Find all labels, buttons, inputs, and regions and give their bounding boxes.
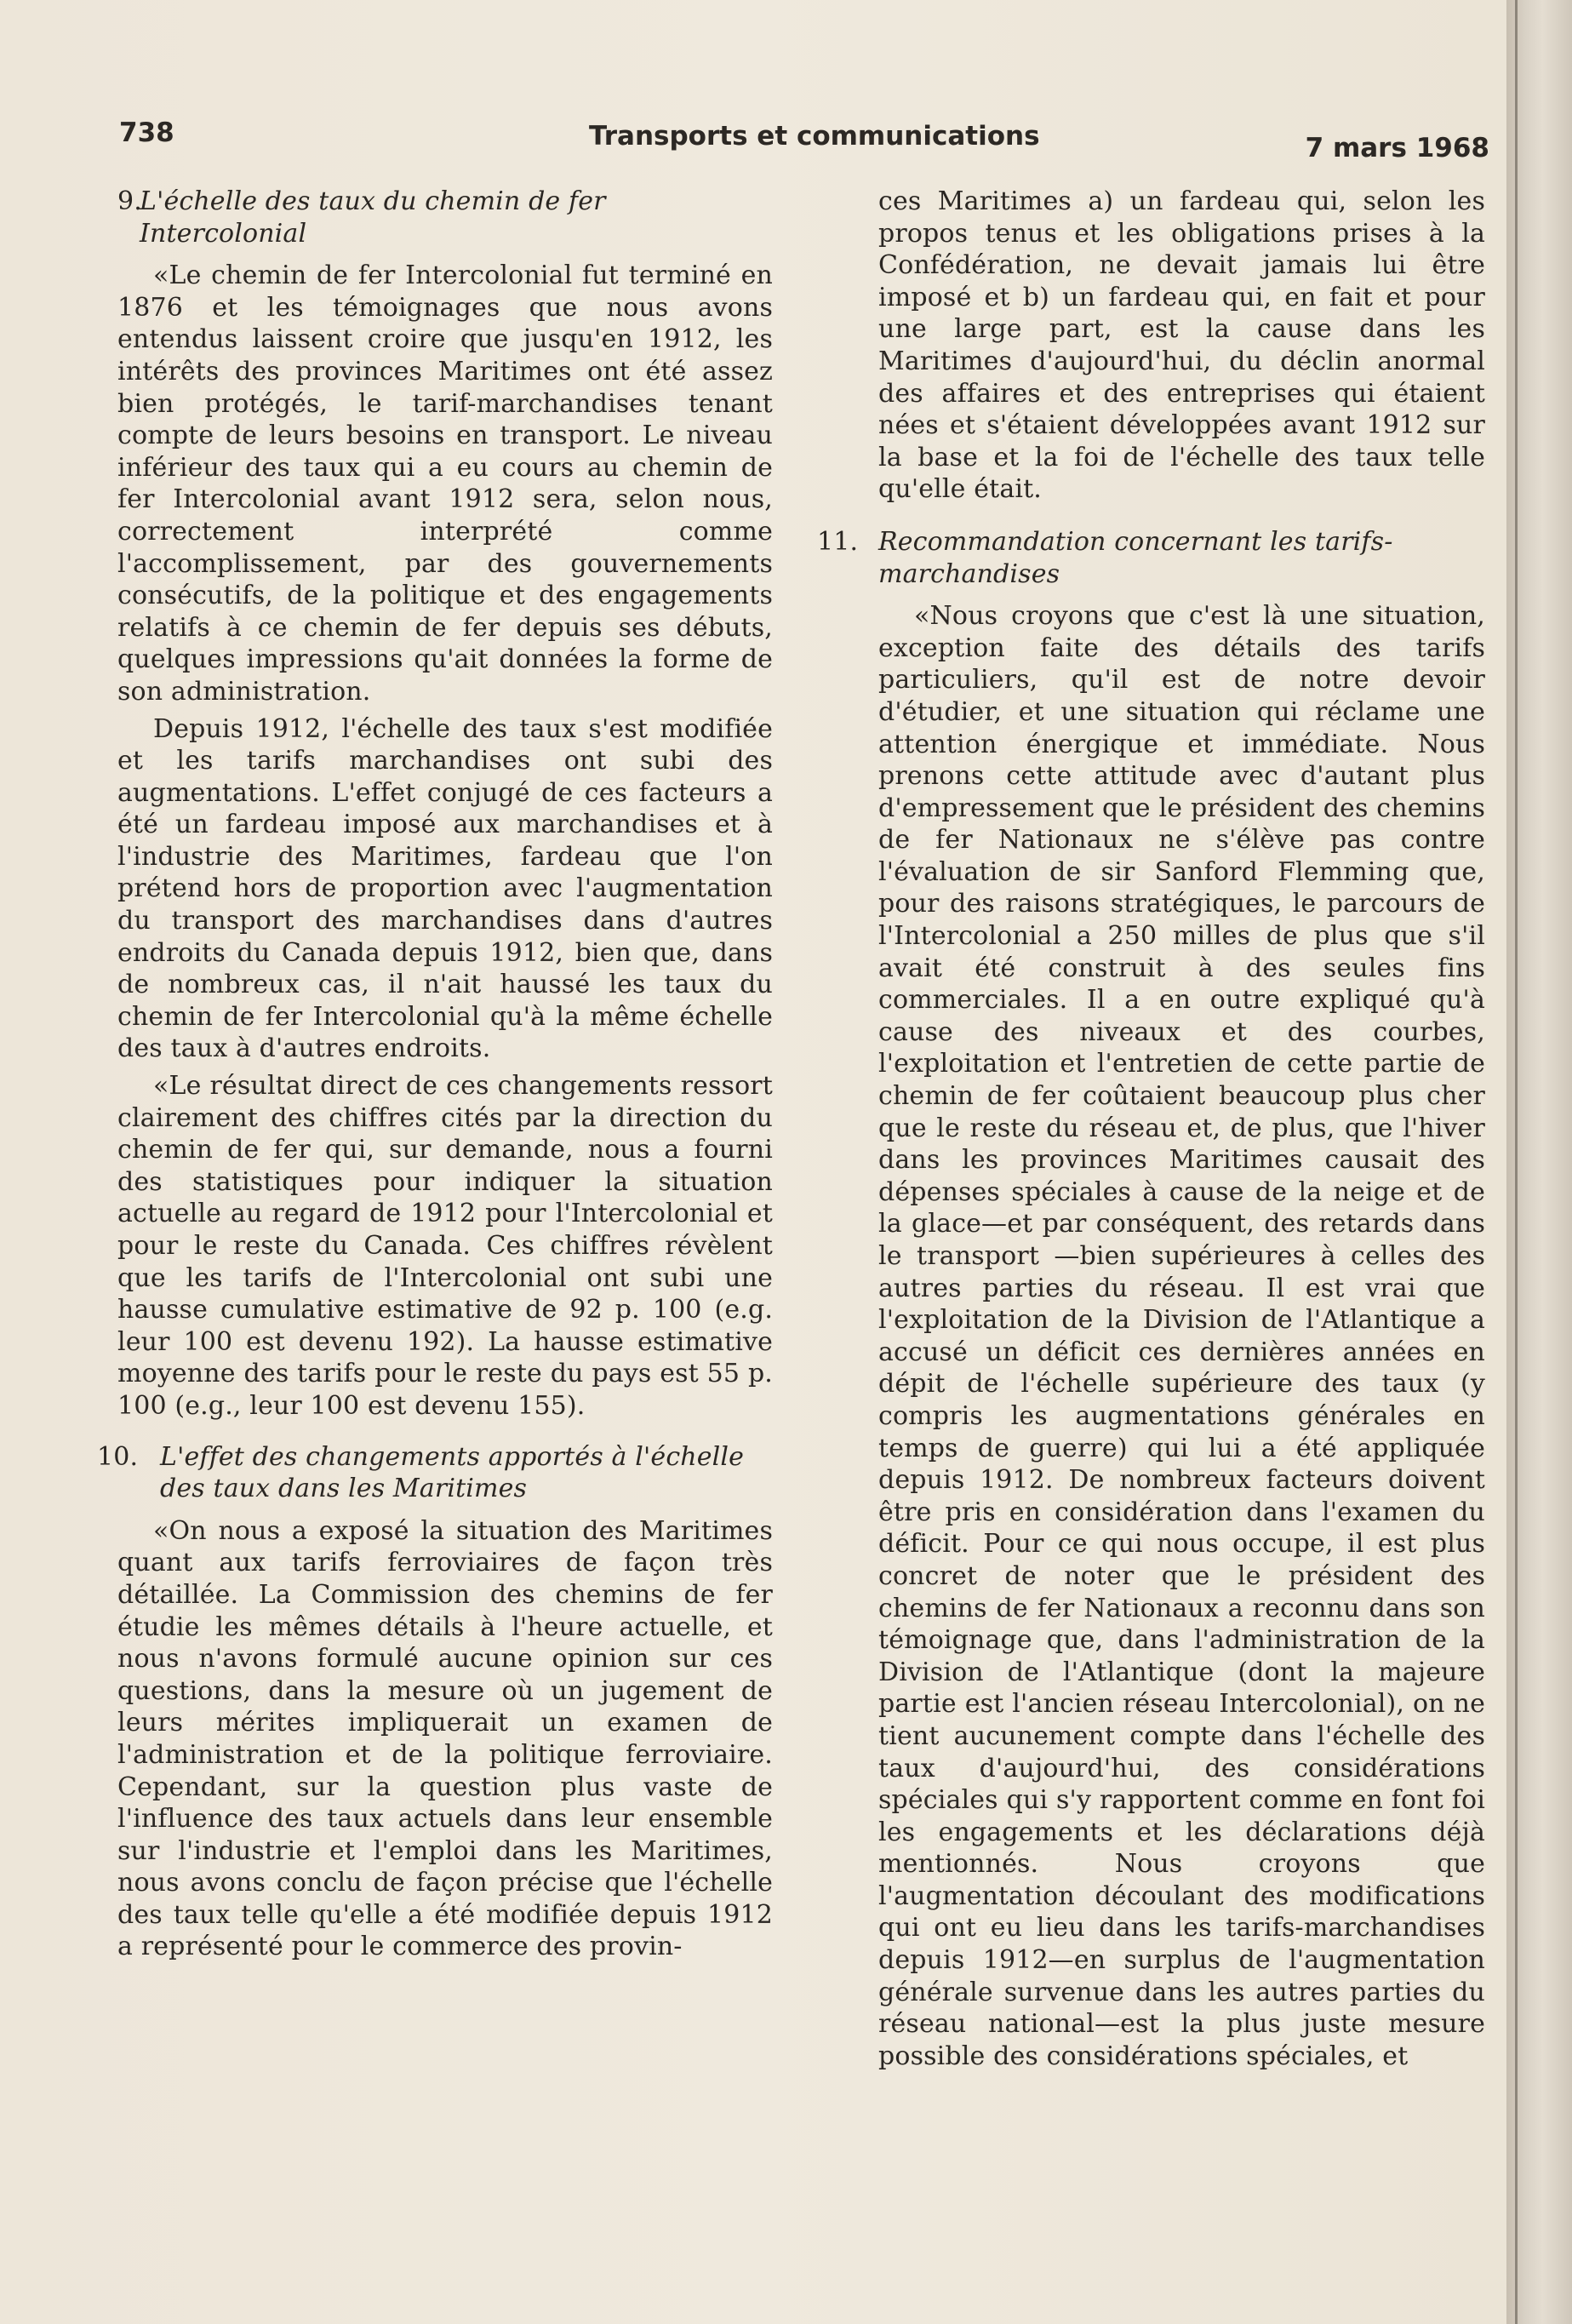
paragraph: «Le chemin de fer Intercolonial fut terminé en 1876 et les témoignages que nous avons entendus laissent croire que jusqu'en 1912, les intérêts des provinces Maritimes ont été assez bien protégés, le tarif-marchandises tenant compte de leurs besoins en transport. Le niveau inférieur des taux qui a eu cours au chemin de fer Intercolonial avant 1912 sera, selon nous, correctement interprété comme l'accomplissement, par des gouvernements consécutifs, de la politique et des engagements relatifs à ce chemin de fer depuis ses débuts, quelques impressions qu'ait données la forme de son administration. (117, 260, 773, 707)
section-number: 11. (817, 526, 859, 557)
section-number: 9. (117, 186, 142, 216)
section-heading-10 (97, 1441, 773, 1505)
section-heading-11 (817, 526, 1485, 590)
page-header (119, 111, 1489, 162)
section-title: Recommandation concernant les tarifs-marchandises (878, 526, 1393, 589)
paragraph: Depuis 1912, l'échelle des taux s'est modifiée et les tarifs marchandises ont subi des augmentations. L'effet conjugé de ces facteurs a été un fardeau imposé aux marchandises et à l'industrie des Maritimes, fardeau que l'on prétend hors de proportion avec l'augmentation du transport des marchandises dans d'autres endroits du Canada depuis 1912, bien que, dans de nombreux cas, il n'ait haussé les taux du chemin de fer Intercolonial qu'à la même échelle des taux à d'autres endroits. (117, 713, 773, 1064)
paragraph-continuation: ces Maritimes a) un fardeau qui, selon les propos tenus et les obligations prises à la Confédération, ne devait jamais lui être imposé et b) un fardeau qui, en fait et pour une large part, est la cause dans les Maritimes d'aujourd'hui, du déclin anormal des affaires et des entreprises qui étaient nées et s'étaient développées avant 1912 sur la base et la foi de l'échelle des taux telle qu'elle était. (878, 186, 1485, 505)
section-heading-9 (117, 186, 773, 249)
paragraph: «Le résultat direct de ces changements ressort clairement des chiffres cités par la direction du chemin de fer qui, sur demande, nous a fourni des statistiques pour indiquer la situation actuelle au regard de 1912 pour l'Intercolonial et pour le reste du Canada. Ces chiffres révèlent que les tarifs de l'Intercolonial ont subi une hausse cumulative estimative de 92 p. 100 (e.g. leur 100 est devenu 192). La hausse estimative moyenne des tarifs pour le reste du pays est 55 p. 100 (e.g., leur 100 est devenu 155). (117, 1071, 773, 1421)
section-title: L'effet des changements apportés à l'échelle des taux dans les Maritimes (160, 1441, 745, 1504)
binding-edge (1515, 0, 1518, 2324)
left-column (97, 186, 773, 1968)
page-number: 738 (119, 117, 174, 148)
section-title: L'échelle des taux du chemin de fer Intercolonial (140, 186, 606, 249)
running-title: Transports et communications (589, 121, 1040, 152)
paragraph: «Nous croyons que c'est là une situation, exception faite des détails des tarifs particuliers, qu'il est de notre devoir d'étudier, et une situation qui réclame une attention énergique et immédiate. Nous prenons cette attitude avec d'autant plus d'empressement que le président des chemins de fer Nationaux ne s'élève pas contre l'évaluation de sir Sanford Flemming que, pour des raisons stratégiques, le parcours de l'Intercolonial a 250 milles de plus que s'il avait été construit à des seules fins commerciales. Il a en outre expliqué qu'à cause des niveaux et des courbes, l'exploitation et l'entretien de cette partie de chemin de fer coûtaient beaucoup plus cher que le reste du réseau et, de plus, que l'hiver dans les provinces Maritimes causait des dépenses spéciales à cause de la neige et de la glace—et par conséquent, des retards dans le transport —bien supérieures à celles des autres parties du réseau. Il est vrai que l'exploitation de la Division de l'Atlantique a accusé un déficit ces dernières années en dépit de l'échelle supérieure des taux (y compris les augmentations générales en temps de guerre) qui lui a été appliquée depuis 1912. De nombreux facteurs doivent être pris en considération dans l'examen du déficit. Pour ce qui nous occupe, il est plus concret de noter que le président des chemins de fer Nationaux a reconnu dans son témoignage que, dans l'administration de la Division de l'Atlantique (dont la majeure partie est l'ancien réseau Intercolonial), on ne tient aucunement compte dans l'échelle des taux d'aujourd'hui, des considérations spéciales qui s'y rapportent comme en font foi les engagements et les déclarations déjà mentionnés. Nous croyons que l'augmentation découlant des modifications qui ont eu lieu dans les tarifs-marchandises depuis 1912—en surplus de l'augmentation générale survenue dans les autres parties du réseau national—est la plus juste mesure possible des considérations spéciales, et (878, 601, 1485, 2071)
section-number: 10. (97, 1441, 139, 1472)
page-date: 7 mars 1968 (1305, 133, 1489, 163)
right-column (817, 186, 1485, 2077)
paragraph: «On nous a exposé la situation des Maritimes quant aux tarifs ferroviaires de façon très détaillée. La Commission des chemins de fer étudie les mêmes détails à l'heure actuelle, et nous n'avons formulé aucune opinion sur ces questions, dans la mesure où un jugement de leurs mérites impliquerait un examen de l'administration et de la politique ferroviaire. Cependant, sur la question plus vaste de l'influence des taux actuels dans leur ensemble sur l'industrie et l'emploi dans les Maritimes, nous avons conclu de façon précise que l'échelle des taux telle qu'elle a été modifiée depuis 1912 a représenté pour le commerce des provin- (117, 1515, 773, 1962)
